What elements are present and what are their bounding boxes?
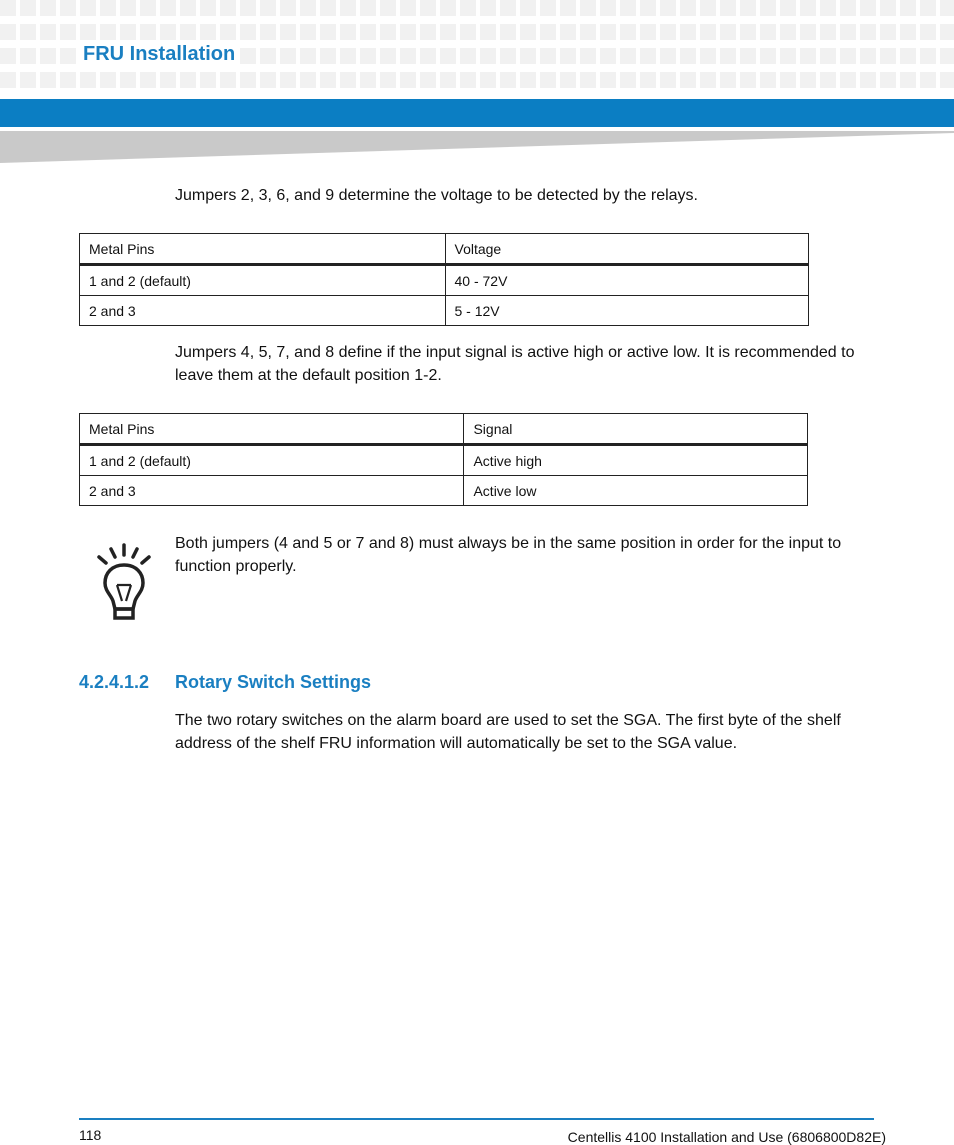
column-header: Metal Pins (80, 414, 464, 445)
table-cell: 5 - 12V (445, 296, 809, 326)
footer-rule (79, 1118, 874, 1120)
column-header: Signal (464, 414, 808, 445)
table-header-row (80, 234, 809, 265)
table-row (80, 265, 809, 296)
column-header: Metal Pins (80, 234, 446, 265)
column-header: Voltage (445, 234, 809, 265)
table-row (80, 296, 809, 326)
chapter-title: FRU Installation (79, 40, 239, 68)
section-number: 4.2.4.1.2 (79, 672, 150, 692)
table-cell: 2 and 3 (80, 296, 446, 326)
tip-text: Both jumpers (4 and 5 or 7 and 8) must always be in the same position in order for the input to function properly. (175, 535, 842, 575)
table-cell: 1 and 2 (default) (80, 265, 446, 296)
table-row (80, 476, 808, 506)
header-blue-bar (0, 99, 954, 127)
lightbulb-icon (93, 543, 155, 623)
table-cell: 40 - 72V (445, 265, 809, 296)
table-header-row (80, 414, 808, 445)
signal-paragraph: Jumpers 4, 5, 7, and 8 define if the input signal is active high or active low. It is recommended to leave them at the default position 1-2. (175, 344, 855, 384)
intro-paragraph: Jumpers 2, 3, 6, and 9 determine the voltage to be detected by the relays. (175, 187, 698, 204)
table-cell: Active low (464, 476, 808, 506)
page-number: 118 (79, 1127, 102, 1143)
table-cell: 2 and 3 (80, 476, 464, 506)
table-row (80, 445, 808, 476)
section-body: The two rotary switches on the alarm board are used to set the SGA. The first byte of the shelf address of the shelf FRU information will automatically be set to the SGA value. (175, 712, 841, 752)
header-grey-wedge (0, 131, 954, 163)
section-title: Rotary Switch Settings (175, 672, 372, 692)
signal-table (79, 413, 808, 506)
voltage-table (79, 233, 809, 326)
section-heading (79, 670, 371, 694)
document-title: Centellis 4100 Installation and Use (6806800D82E) (567, 1129, 886, 1145)
table-cell: Active high (464, 445, 808, 476)
table-cell: 1 and 2 (default) (80, 445, 464, 476)
